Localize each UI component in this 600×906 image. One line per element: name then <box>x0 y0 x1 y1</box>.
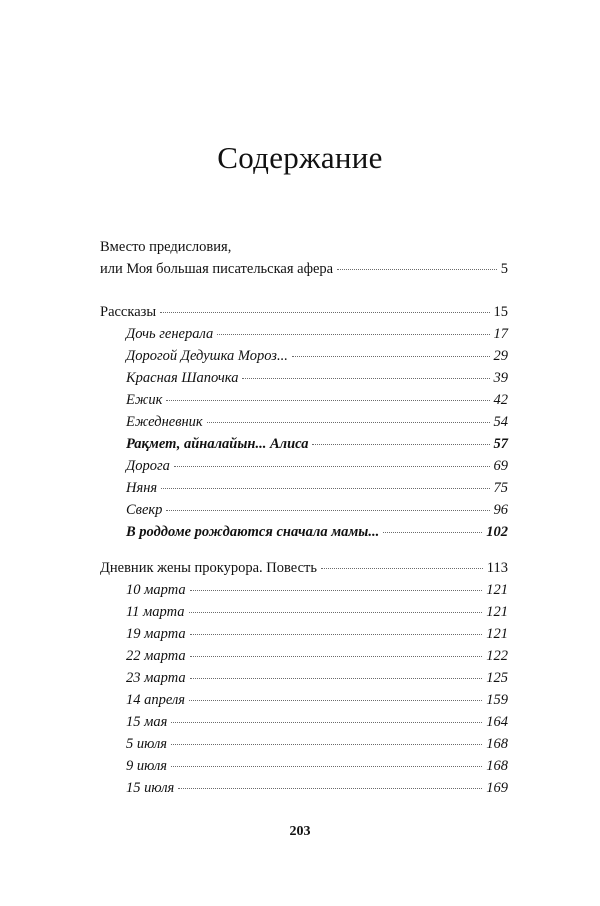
toc-entry[interactable] <box>100 455 508 477</box>
toc-entry-intro[interactable] <box>100 258 508 280</box>
toc-entry-page: 42 <box>493 392 508 408</box>
toc-entry-title: Няня <box>126 480 158 496</box>
toc-section-stories[interactable] <box>100 301 508 323</box>
toc-entry[interactable] <box>100 323 508 345</box>
toc-entry-page: 102 <box>486 524 508 540</box>
toc-entry-page: 121 <box>486 582 508 598</box>
toc-entry-page: 113 <box>486 560 508 576</box>
toc-entry[interactable] <box>100 667 508 689</box>
dot-leader <box>174 466 490 467</box>
toc-entry-title: Ежедневник <box>126 414 203 430</box>
dot-leader <box>160 312 489 313</box>
toc-entry[interactable] <box>100 689 508 711</box>
toc-entry-page: 29 <box>493 348 508 364</box>
toc-entry-title: В роддоме рождаются сначала мамы... <box>126 524 380 540</box>
toc-entry-title: Красная Шапочка <box>126 370 239 386</box>
dot-leader <box>337 269 497 270</box>
page-number: 203 <box>289 824 311 839</box>
toc-entry-title: Дорога <box>126 458 170 474</box>
toc-entry[interactable] <box>100 433 508 455</box>
dot-leader <box>383 532 482 533</box>
toc-entry[interactable] <box>100 733 508 755</box>
toc-entry-page: 69 <box>493 458 508 474</box>
toc-entry-page: 57 <box>493 436 508 452</box>
dot-leader <box>189 612 483 613</box>
toc-entry[interactable] <box>100 411 508 433</box>
toc-entry-page: 125 <box>486 670 508 686</box>
toc-entry-title: 11 марта <box>126 604 185 620</box>
toc-entry-page: 169 <box>486 780 508 796</box>
toc-entry-title: Свекр <box>126 502 163 518</box>
toc-entry[interactable] <box>100 601 508 623</box>
dot-leader <box>217 334 489 335</box>
dot-leader <box>166 510 489 511</box>
toc-entry[interactable] <box>100 755 508 777</box>
toc-entry-title: Дневник жены прокурора. Повесть <box>100 560 317 576</box>
toc-entry[interactable] <box>100 579 508 601</box>
toc-entry-page: 122 <box>486 648 508 664</box>
toc-entry-page: 121 <box>486 604 508 620</box>
toc-entry-page: 121 <box>486 626 508 642</box>
toc-section-novella[interactable] <box>100 557 508 579</box>
toc-entry-title: 15 июля <box>126 780 175 796</box>
toc-entry-title: 10 марта <box>126 582 186 598</box>
toc-entry-title: 14 апреля <box>126 692 186 708</box>
dot-leader <box>242 378 489 379</box>
page-title: Содержание <box>217 140 383 175</box>
toc-entry-page: 17 <box>493 326 508 342</box>
toc-entry-intro-line1[interactable] <box>100 237 508 258</box>
toc-entry[interactable] <box>100 499 508 521</box>
toc-entry[interactable] <box>100 623 508 645</box>
dot-leader <box>161 488 489 489</box>
dot-leader <box>189 700 482 701</box>
table-of-contents <box>100 237 508 799</box>
toc-entry-page: 168 <box>486 758 508 774</box>
dot-leader <box>190 634 483 635</box>
toc-entry-title: 22 марта <box>126 648 186 664</box>
toc-entry-title: Дочь генерала <box>126 326 214 342</box>
dot-leader <box>190 656 483 657</box>
dot-leader <box>190 678 483 679</box>
toc-entry-title: Ежик <box>126 392 163 408</box>
toc-entry-page: 5 <box>500 261 508 277</box>
toc-entry-title: Рассказы <box>100 304 157 320</box>
toc-entry-page: 96 <box>493 502 508 518</box>
dot-leader <box>312 444 489 445</box>
toc-entry-title: Рақмет, айналайын... Алиса <box>126 436 309 452</box>
toc-entry-title: 15 мая <box>126 714 168 730</box>
toc-entry-title: 5 июля <box>126 736 168 752</box>
toc-entry-title: или Моя большая писательская афера <box>100 261 334 277</box>
toc-entry[interactable] <box>100 777 508 799</box>
toc-entry-page: 159 <box>486 692 508 708</box>
dot-leader <box>321 568 483 569</box>
toc-entry[interactable] <box>100 711 508 733</box>
dot-leader <box>171 766 482 767</box>
dot-leader <box>171 722 482 723</box>
toc-entry[interactable] <box>100 645 508 667</box>
dot-leader <box>190 590 483 591</box>
dot-leader <box>207 422 490 423</box>
toc-entry-page: 15 <box>493 304 508 320</box>
dot-leader <box>292 356 490 357</box>
toc-entry-page: 75 <box>493 480 508 496</box>
dot-leader <box>171 744 482 745</box>
toc-entry-page: 39 <box>493 370 508 386</box>
toc-entry-page: 54 <box>493 414 508 430</box>
toc-entry[interactable] <box>100 389 508 411</box>
toc-entry-page: 164 <box>486 714 508 730</box>
toc-entry-title: Вместо предисловия, <box>100 239 232 255</box>
toc-entry-title: 19 марта <box>126 626 186 642</box>
toc-entry-title: Дорогой Дедушка Мороз... <box>126 348 288 364</box>
toc-entry-title: 9 июля <box>126 758 168 774</box>
toc-entry[interactable] <box>100 345 508 367</box>
toc-entry-title: 23 марта <box>126 670 186 686</box>
dot-leader <box>166 400 489 401</box>
dot-leader <box>178 788 482 789</box>
toc-entry-page: 168 <box>486 736 508 752</box>
toc-entry[interactable] <box>100 367 508 389</box>
toc-entry[interactable] <box>100 521 508 543</box>
toc-entry[interactable] <box>100 477 508 499</box>
